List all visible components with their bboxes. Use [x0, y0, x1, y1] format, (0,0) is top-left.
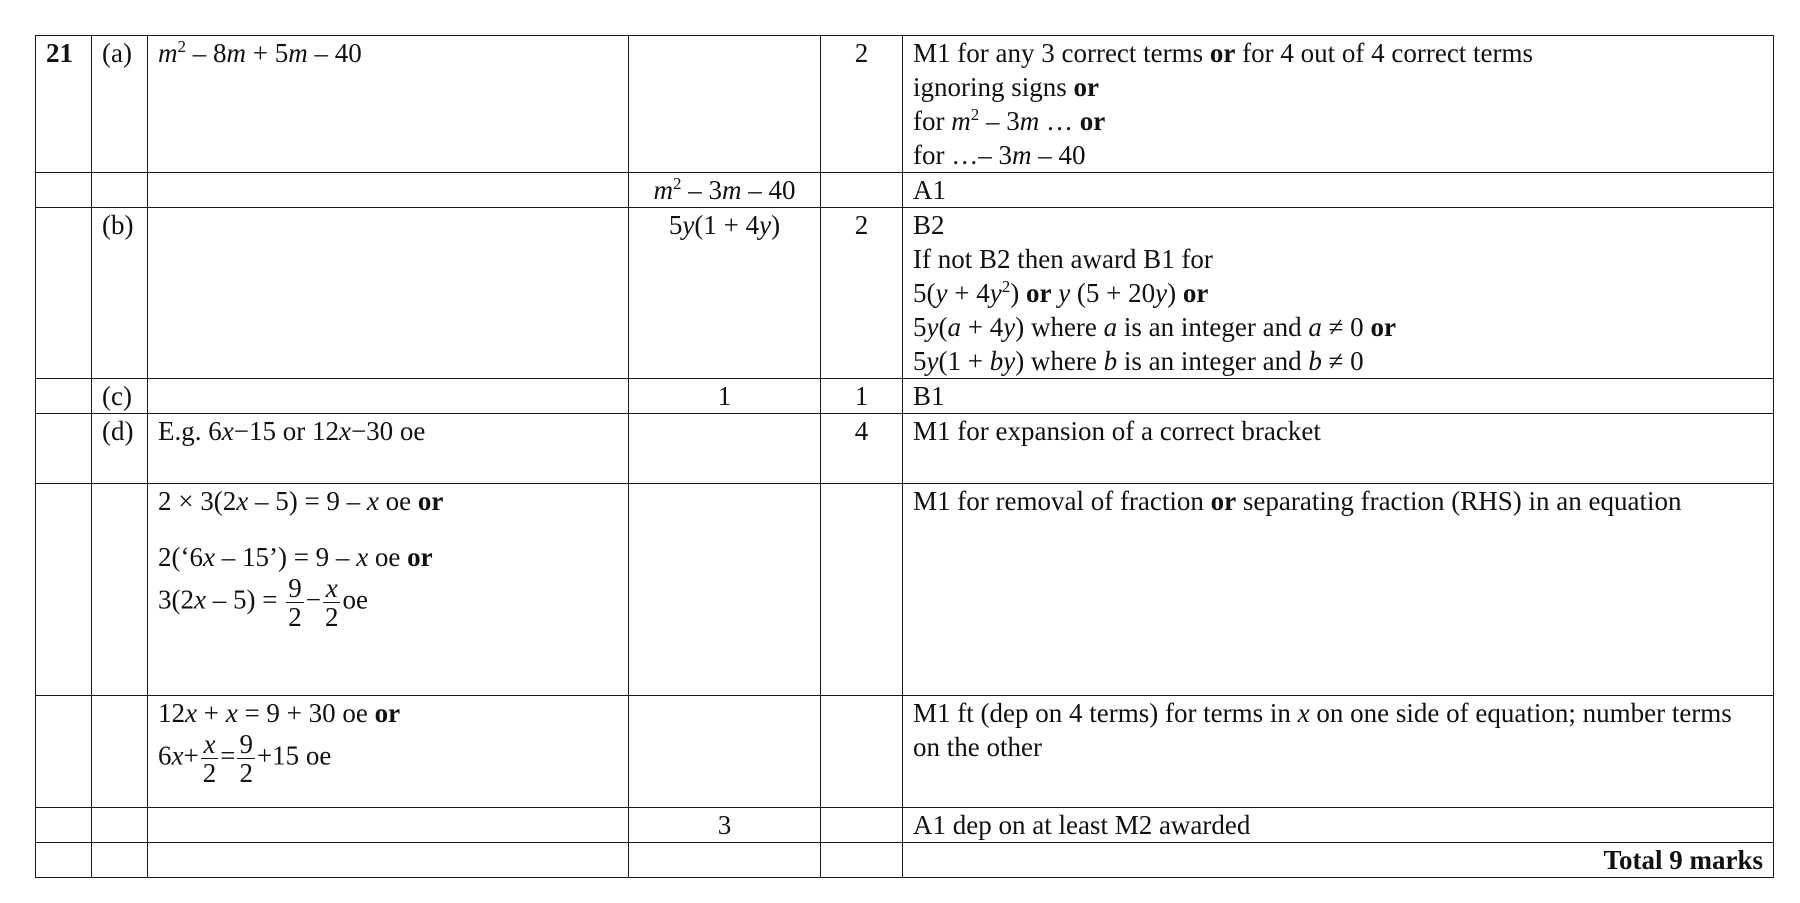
working-cell: $m^2 - 8m + 5m - 40$: [148, 36, 629, 173]
answer-cell: [629, 36, 821, 173]
notes-cell: M1 for removal of fraction or separating fraction (RHS) in an equation: [903, 484, 1774, 696]
fraction: $\frac{x}{2}$: [202, 729, 217, 788]
fraction: $\frac{9}{2}$: [288, 573, 302, 632]
mark-cell: 4: [821, 414, 903, 484]
part-label-d: (d): [92, 414, 148, 484]
part-label-a: (a): [92, 36, 148, 173]
question-number: 21: [36, 36, 92, 173]
table-row: [36, 808, 1774, 843]
total-marks: Total 9 marks: [903, 843, 1774, 878]
fraction: $\frac{x}{2}$: [324, 573, 339, 632]
fraction: $\frac{9}{2}$: [239, 729, 253, 788]
table-row: [36, 379, 1774, 414]
answer-cell: 5y(1 + 4y): [629, 208, 821, 379]
notes-cell: M1 for expansion of a correct bracket: [903, 414, 1774, 484]
table-row: [36, 208, 1774, 379]
answer-cell: 1: [629, 379, 821, 414]
table-row: [36, 843, 1774, 878]
notes-cell: A1: [903, 173, 1774, 208]
mark-scheme-table: [35, 35, 1774, 878]
working-cell: 12x + x = 9 + 30 oe or 6x+ $\frac{x}{2}$ = $\frac{9}{2}$ +15 oe: [148, 696, 629, 808]
table-row: [36, 696, 1774, 808]
working-cell: E.g. 6x−15 or 12x−30 oe: [148, 414, 629, 484]
working-cell: 2 × 3(2x – 5) = 9 – x oe or 2(‘6x – 15’) = 9 – x oe or 3(2x – 5) = $\frac{9}{2}$ − $\frac{x}{2}$ oe: [148, 484, 629, 696]
answer-cell: $m^2 - 3m - 40$: [629, 173, 821, 208]
table-row: [36, 173, 1774, 208]
mark-cell: 2: [821, 36, 903, 173]
notes-cell: A1 dep on at least M2 awarded: [903, 808, 1774, 843]
notes-cell: M1 for any 3 correct terms or for 4 out of 4 correct terms ignoring signs or for $m^2 - 3m$ … or for …– 3m – 40: [903, 36, 1774, 173]
notes-cell: M1 ft (dep on 4 terms) for terms in x on one side of equation; number terms on the other: [903, 696, 1774, 808]
answer-cell: 3: [629, 808, 821, 843]
notes-cell: B1: [903, 379, 1774, 414]
table-row: [36, 36, 1774, 173]
mark-cell: 1: [821, 379, 903, 414]
notes-cell: B2 If not B2 then award B1 for $5(y + 4y^2)$ or y (5 + 20y) or 5y(a + 4y) where a is an integer and a ≠ 0 or 5y(1 + by) where b is an integer and b ≠ 0: [903, 208, 1774, 379]
mark-cell: 2: [821, 208, 903, 379]
part-label-b: (b): [92, 208, 148, 379]
table-row: [36, 414, 1774, 484]
part-label-c: (c): [92, 379, 148, 414]
table-row: [36, 484, 1774, 696]
